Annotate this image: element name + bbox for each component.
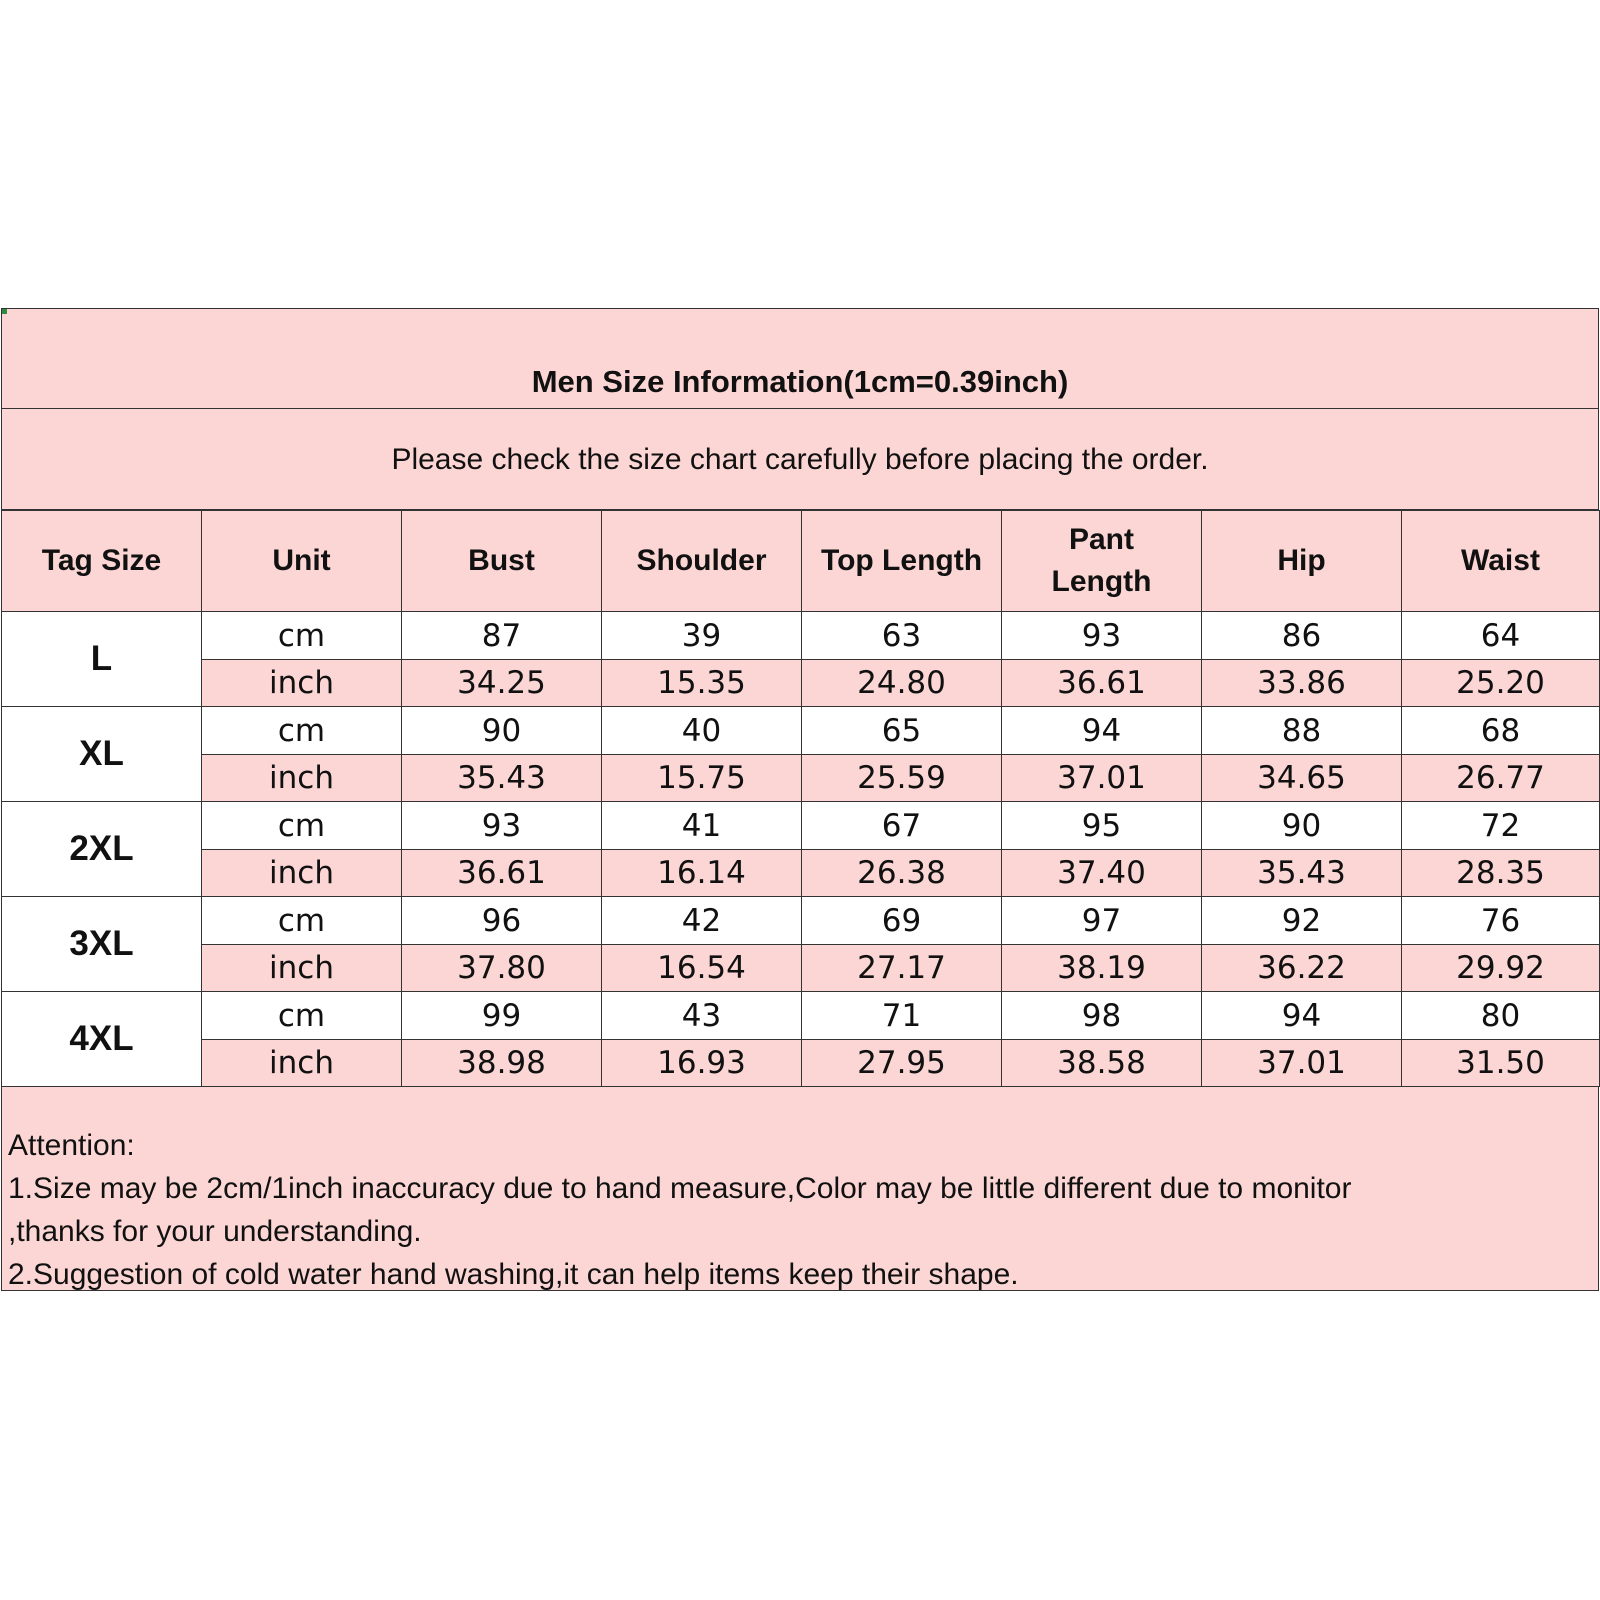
measurement-cell: 35.43: [402, 755, 602, 802]
measurement-cell: 42: [602, 897, 802, 945]
measurement-cell: 35.43: [1202, 850, 1402, 897]
title-row: [2, 309, 1598, 409]
table-row: [2, 660, 1600, 707]
measurement-cell: 87: [402, 612, 602, 660]
measurement-cell: 37.80: [402, 945, 602, 992]
measurement-cell: 29.92: [1402, 945, 1600, 992]
measurement-cell: 96: [402, 897, 602, 945]
measurement-cell: 95: [1002, 802, 1202, 850]
chart-title: Men Size Information(1cm=0.39inch): [531, 364, 1069, 399]
unit-cell: cm: [202, 707, 402, 755]
header-tag-size: Tag Size: [2, 511, 202, 612]
measurement-cell: 97: [1002, 897, 1202, 945]
measurement-cell: 68: [1402, 707, 1600, 755]
measurement-cell: 37.01: [1202, 1040, 1402, 1087]
measurement-cell: 76: [1402, 897, 1600, 945]
measurement-cell: 31.50: [1402, 1040, 1600, 1087]
attention-line-1: 1.Size may be 2cm/1inch inaccuracy due to hand measure,Color may be little different due to monitor: [8, 1172, 1352, 1205]
measurement-cell: 36.61: [1002, 660, 1202, 707]
measurement-cell: 99: [402, 992, 602, 1040]
measurement-cell: 37.40: [1002, 850, 1202, 897]
measurement-cell: 38.19: [1002, 945, 1202, 992]
tag-size-cell: 3XL: [2, 897, 202, 992]
measurement-cell: 34.65: [1202, 755, 1402, 802]
measurement-cell: 37.01: [1002, 755, 1202, 802]
header-waist: Waist: [1402, 511, 1600, 612]
measurement-cell: 41: [602, 802, 802, 850]
measurement-cell: 94: [1202, 992, 1402, 1040]
header-top-length: Top Length: [802, 511, 1002, 612]
tag-size-cell: L: [2, 612, 202, 707]
measurement-cell: 90: [402, 707, 602, 755]
size-table: [1, 510, 1600, 1087]
unit-cell: cm: [202, 897, 402, 945]
subtitle-row: [2, 409, 1598, 510]
size-chart: [1, 308, 1599, 1291]
table-row: [2, 850, 1600, 897]
table-row: [2, 612, 1600, 660]
measurement-cell: 38.58: [1002, 1040, 1202, 1087]
measurement-cell: 24.80: [802, 660, 1002, 707]
measurement-cell: 88: [1202, 707, 1402, 755]
table-row: [2, 945, 1600, 992]
measurement-cell: 25.20: [1402, 660, 1600, 707]
unit-cell: cm: [202, 612, 402, 660]
measurement-cell: 27.95: [802, 1040, 1002, 1087]
measurement-cell: 93: [1002, 612, 1202, 660]
measurement-cell: 15.35: [602, 660, 802, 707]
unit-cell: cm: [202, 992, 402, 1040]
measurement-cell: 25.59: [802, 755, 1002, 802]
measurement-cell: 63: [802, 612, 1002, 660]
table-row: [2, 897, 1600, 945]
measurement-cell: 38.98: [402, 1040, 602, 1087]
unit-cell: inch: [202, 945, 402, 992]
attention-line-2: ,thanks for your understanding.: [8, 1215, 422, 1248]
measurement-cell: 34.25: [402, 660, 602, 707]
attention-notes: [8, 1124, 1588, 1296]
chart-subtitle: Please check the size chart carefully before placing the order.: [391, 443, 1209, 476]
measurement-cell: 94: [1002, 707, 1202, 755]
measurement-cell: 72: [1402, 802, 1600, 850]
tag-size-cell: XL: [2, 707, 202, 802]
measurement-cell: 93: [402, 802, 602, 850]
measurement-cell: 80: [1402, 992, 1600, 1040]
measurement-cell: 15.75: [602, 755, 802, 802]
attention-heading: Attention:: [8, 1129, 135, 1162]
table-row: [2, 802, 1600, 850]
header-bust: Bust: [402, 511, 602, 612]
header-pant-length: [1002, 511, 1202, 612]
measurement-cell: 86: [1202, 612, 1402, 660]
measurement-cell: 36.61: [402, 850, 602, 897]
header-hip: Hip: [1202, 511, 1402, 612]
measurement-cell: 98: [1002, 992, 1202, 1040]
header-pant-length-label: Pant Length: [1051, 523, 1152, 598]
measurement-cell: 43: [602, 992, 802, 1040]
table-row: [2, 707, 1600, 755]
unit-cell: inch: [202, 1040, 402, 1087]
measurement-cell: 16.54: [602, 945, 802, 992]
measurement-cell: 36.22: [1202, 945, 1402, 992]
unit-cell: inch: [202, 850, 402, 897]
measurement-cell: 26.77: [1402, 755, 1600, 802]
measurement-cell: 33.86: [1202, 660, 1402, 707]
measurement-cell: 67: [802, 802, 1002, 850]
measurement-cell: 71: [802, 992, 1002, 1040]
measurement-cell: 65: [802, 707, 1002, 755]
measurement-cell: 40: [602, 707, 802, 755]
measurement-cell: 26.38: [802, 850, 1002, 897]
header-unit: Unit: [202, 511, 402, 612]
measurement-cell: 69: [802, 897, 1002, 945]
measurement-cell: 64: [1402, 612, 1600, 660]
table-row: [2, 755, 1600, 802]
measurement-cell: 39: [602, 612, 802, 660]
unit-cell: inch: [202, 755, 402, 802]
measurement-cell: 16.14: [602, 850, 802, 897]
attention-line-3: 2.Suggestion of cold water hand washing,it can help items keep their shape.: [8, 1258, 1019, 1291]
header-row: [2, 511, 1600, 612]
measurement-cell: 90: [1202, 802, 1402, 850]
table-row: [2, 1040, 1600, 1087]
table-row: [2, 992, 1600, 1040]
measurement-cell: 16.93: [602, 1040, 802, 1087]
unit-cell: inch: [202, 660, 402, 707]
tag-size-cell: 2XL: [2, 802, 202, 897]
header-shoulder: Shoulder: [602, 511, 802, 612]
measurement-cell: 28.35: [1402, 850, 1600, 897]
measurement-cell: 27.17: [802, 945, 1002, 992]
tag-size-cell: 4XL: [2, 992, 202, 1087]
measurement-cell: 92: [1202, 897, 1402, 945]
unit-cell: cm: [202, 802, 402, 850]
